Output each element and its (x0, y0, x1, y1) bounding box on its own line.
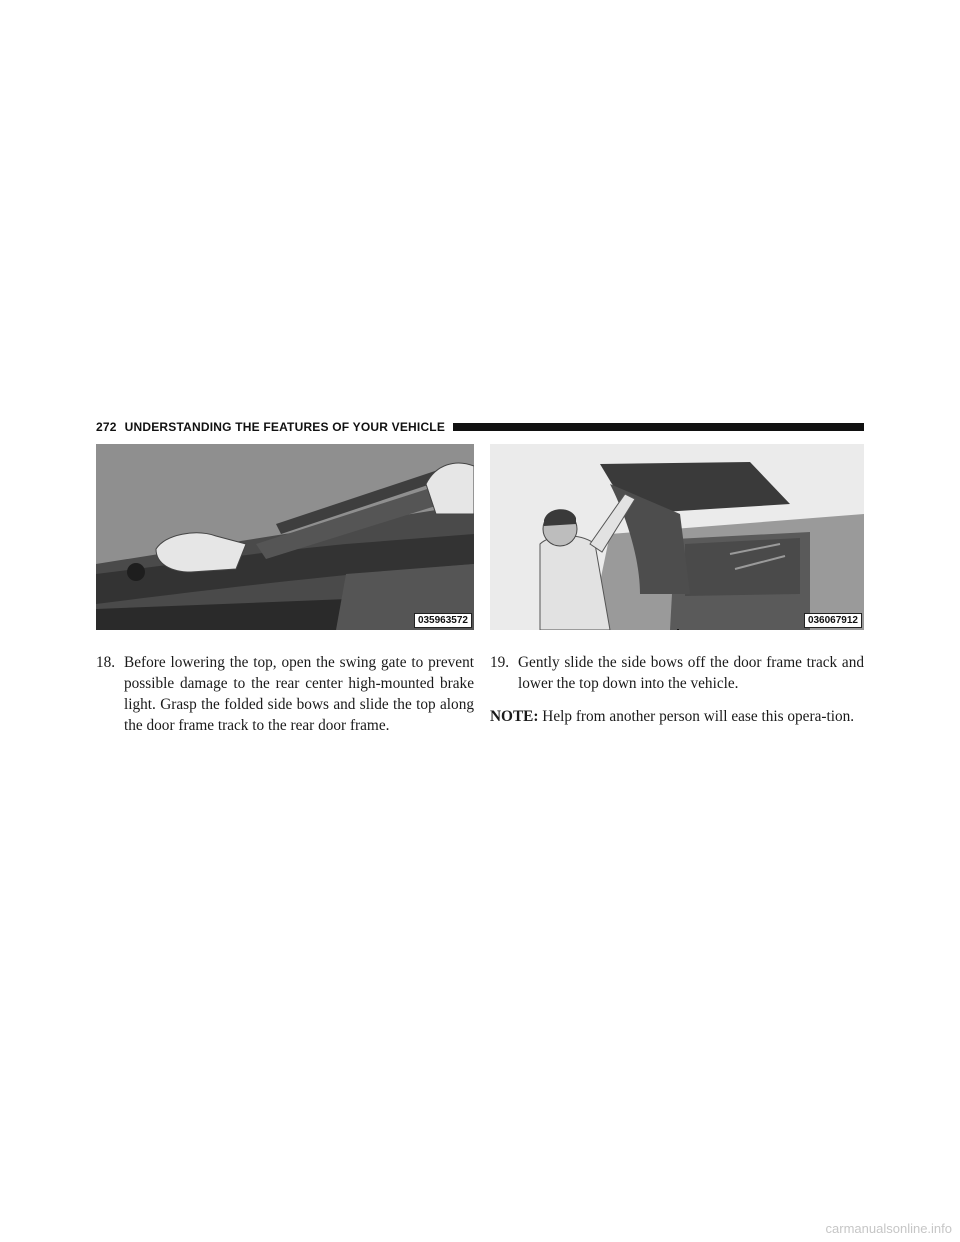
note-label: NOTE: (490, 708, 539, 725)
step-number: 18. (96, 654, 116, 671)
step-18 (96, 652, 474, 736)
step-text: Before lowering the top, open the swing gate to prevent possible damage to the rear center high-mounted brake light. Grasp the folded side bows and slide the top along the door frame track to the rear door frame. (124, 654, 474, 734)
step-number: 19. (490, 654, 510, 671)
page-header (96, 420, 864, 434)
figure-code: 035963572 (414, 613, 472, 628)
figure-code: 036067912 (804, 613, 862, 628)
header-rule (453, 423, 864, 431)
figure-folded-side-bows (96, 444, 474, 630)
right-column (490, 652, 864, 727)
left-column (96, 652, 474, 736)
figure-lowering-top (490, 444, 864, 630)
watermark: carmanualsonline.info (825, 1221, 952, 1236)
step-19 (490, 652, 864, 694)
person-lowering-soft-top-illustration (490, 444, 864, 630)
hands-grasping-side-bows-illustration (96, 444, 474, 630)
step-text: Gently slide the side bows off the door frame track and lower the top down into the vehicle. (518, 654, 864, 692)
note (490, 706, 864, 727)
page-number: 272 (96, 420, 117, 434)
section-title: UNDERSTANDING THE FEATURES OF YOUR VEHICLE (124, 420, 446, 434)
note-text: Help from another person will ease this opera-tion. (542, 708, 855, 725)
